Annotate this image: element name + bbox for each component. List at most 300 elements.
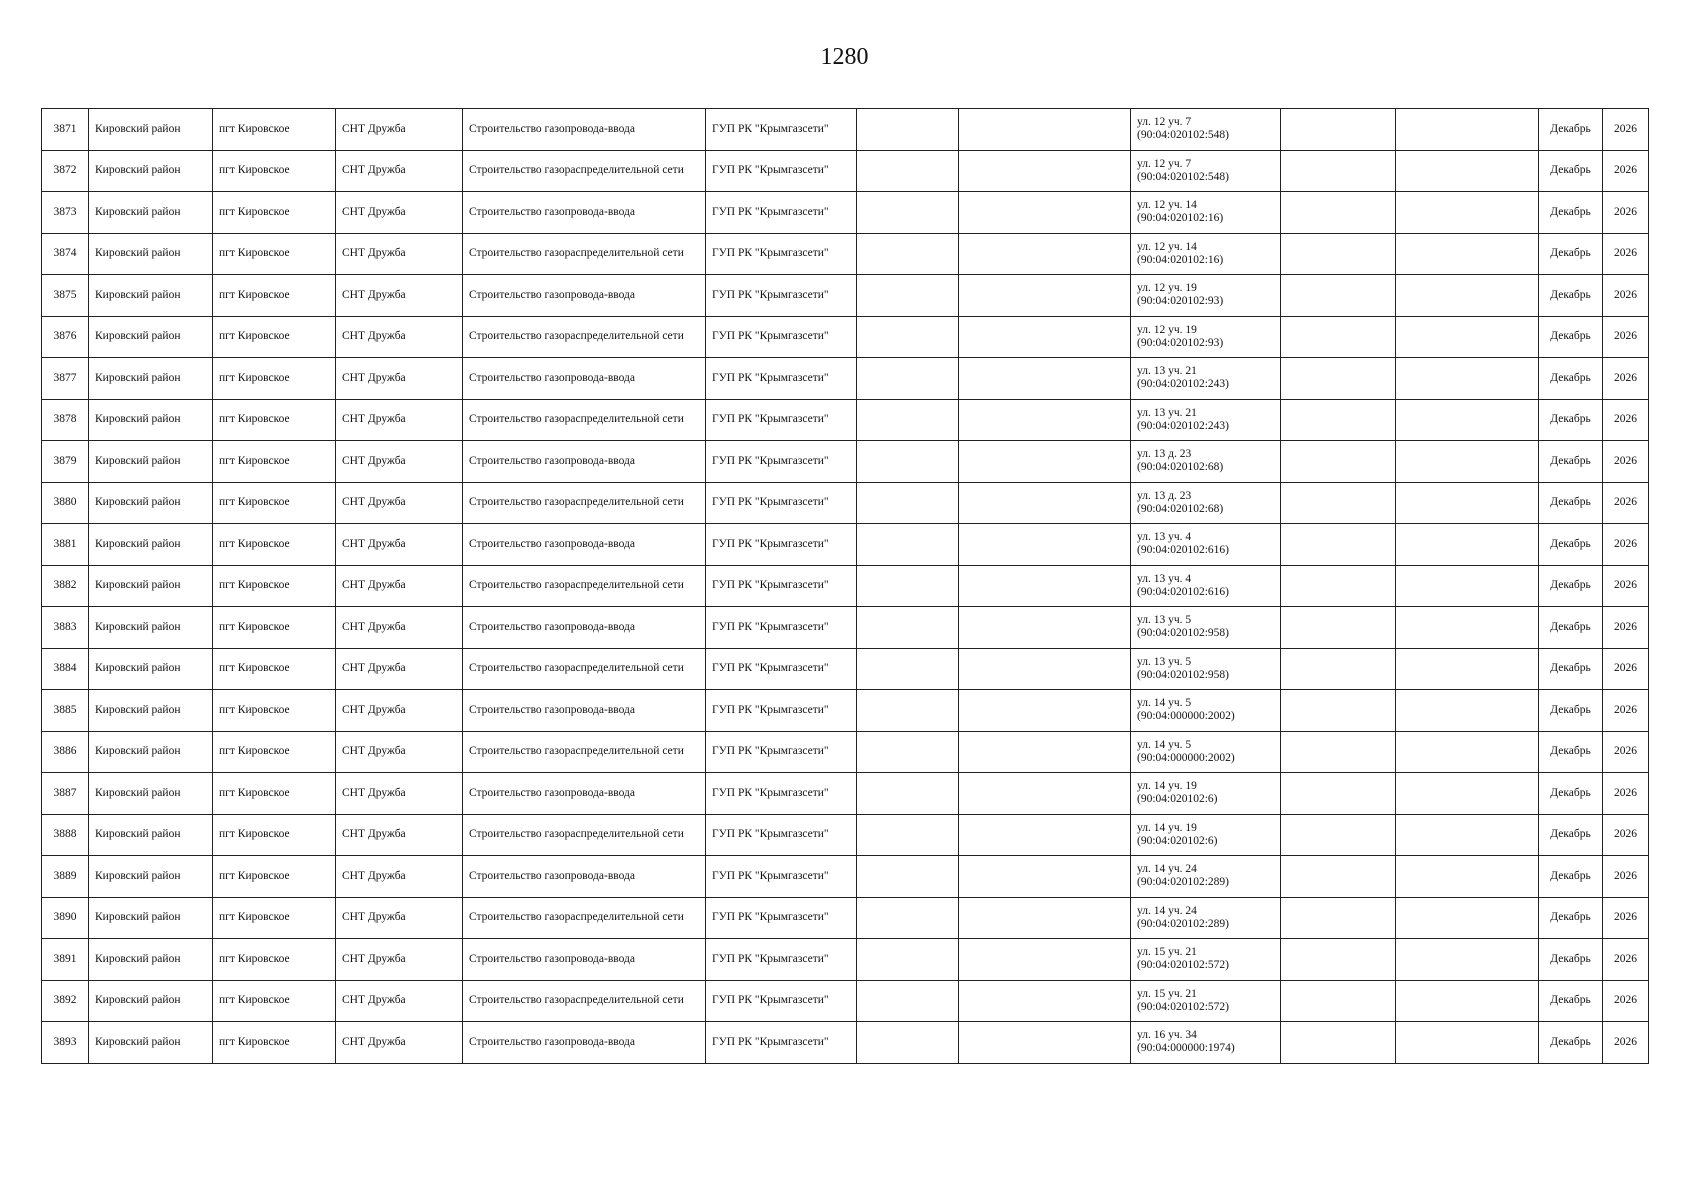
empty-cell [959, 690, 1131, 732]
empty-cell [857, 731, 959, 773]
address-cell [1131, 192, 1281, 234]
empty-cell [959, 731, 1131, 773]
row-number: 3878 [42, 399, 89, 441]
cadastral-number: (90:04:020102:243) [1137, 419, 1229, 432]
snt-cell: СНТ Дружба [336, 897, 463, 939]
empty-cell [1396, 565, 1539, 607]
settlement-cell: пгт Кировское [213, 897, 336, 939]
organization-cell: ГУП РК "Крымгазсети" [706, 524, 857, 566]
table-row [42, 441, 1649, 483]
work-type-cell: Строительство газопровода-ввода [463, 607, 706, 649]
settlement-cell: пгт Кировское [213, 233, 336, 275]
empty-cell [959, 856, 1131, 898]
cadastral-number: (90:04:020102:548) [1137, 129, 1229, 142]
organization-cell: ГУП РК "Крымгазсети" [706, 358, 857, 400]
cadastral-number: (90:04:020102:68) [1137, 461, 1224, 474]
month-cell: Декабрь [1539, 275, 1603, 317]
work-type-cell: Строительство газопровода-ввода [463, 524, 706, 566]
empty-cell [1281, 980, 1396, 1022]
address-cell [1131, 441, 1281, 483]
snt-cell: СНТ Дружба [336, 690, 463, 732]
year-cell: 2026 [1603, 690, 1649, 732]
table-row [42, 939, 1649, 981]
cadastral-number: (90:04:000000:2002) [1137, 751, 1235, 764]
organization-cell: ГУП РК "Крымгазсети" [706, 897, 857, 939]
table-row [42, 399, 1649, 441]
year-cell: 2026 [1603, 897, 1649, 939]
empty-cell [959, 150, 1131, 192]
address-cell [1131, 731, 1281, 773]
empty-cell [1396, 150, 1539, 192]
address-cell [1131, 233, 1281, 275]
district-cell: Кировский район [89, 690, 213, 732]
cadastral-number: (90:04:020102:93) [1137, 336, 1224, 349]
organization-cell: ГУП РК "Крымгазсети" [706, 565, 857, 607]
table-row [42, 690, 1649, 732]
month-cell: Декабрь [1539, 939, 1603, 981]
year-cell: 2026 [1603, 980, 1649, 1022]
empty-cell [1281, 856, 1396, 898]
row-number: 3886 [42, 731, 89, 773]
district-cell: Кировский район [89, 814, 213, 856]
empty-cell [959, 1022, 1131, 1064]
row-number: 3879 [42, 441, 89, 483]
month-cell: Декабрь [1539, 524, 1603, 566]
settlement-cell: пгт Кировское [213, 316, 336, 358]
address-street: ул. 14 уч. 5 [1137, 697, 1192, 710]
work-type-cell: Строительство газопровода-ввода [463, 773, 706, 815]
year-cell: 2026 [1603, 441, 1649, 483]
empty-cell [857, 109, 959, 151]
address-street: ул. 12 уч. 14 [1137, 199, 1197, 212]
empty-cell [1396, 524, 1539, 566]
settlement-cell: пгт Кировское [213, 109, 336, 151]
year-cell: 2026 [1603, 482, 1649, 524]
settlement-cell: пгт Кировское [213, 1022, 336, 1064]
snt-cell: СНТ Дружба [336, 773, 463, 815]
table-row [42, 109, 1649, 151]
snt-cell: СНТ Дружба [336, 1022, 463, 1064]
table-row [42, 275, 1649, 317]
address-street: ул. 14 уч. 19 [1137, 780, 1197, 793]
snt-cell: СНТ Дружба [336, 607, 463, 649]
empty-cell [857, 648, 959, 690]
empty-cell [959, 607, 1131, 649]
empty-cell [1281, 648, 1396, 690]
settlement-cell: пгт Кировское [213, 399, 336, 441]
empty-cell [857, 856, 959, 898]
empty-cell [1396, 358, 1539, 400]
work-type-cell: Строительство газораспределительной сети [463, 565, 706, 607]
empty-cell [959, 648, 1131, 690]
row-number: 3873 [42, 192, 89, 234]
cadastral-number: (90:04:020102:958) [1137, 627, 1229, 640]
organization-cell: ГУП РК "Крымгазсети" [706, 731, 857, 773]
gas-schedule-table [41, 108, 1649, 1064]
empty-cell [959, 814, 1131, 856]
address-cell [1131, 856, 1281, 898]
empty-cell [1281, 814, 1396, 856]
empty-cell [857, 233, 959, 275]
empty-cell [1396, 441, 1539, 483]
work-type-cell: Строительство газопровода-ввода [463, 109, 706, 151]
month-cell: Декабрь [1539, 482, 1603, 524]
month-cell: Декабрь [1539, 233, 1603, 275]
organization-cell: ГУП РК "Крымгазсети" [706, 939, 857, 981]
empty-cell [857, 1022, 959, 1064]
district-cell: Кировский район [89, 897, 213, 939]
empty-cell [1396, 690, 1539, 732]
address-street: ул. 13 уч. 21 [1137, 406, 1197, 419]
empty-cell [857, 441, 959, 483]
cadastral-number: (90:04:000000:2002) [1137, 710, 1235, 723]
empty-cell [959, 482, 1131, 524]
empty-cell [1281, 773, 1396, 815]
month-cell: Декабрь [1539, 109, 1603, 151]
snt-cell: СНТ Дружба [336, 316, 463, 358]
organization-cell: ГУП РК "Крымгазсети" [706, 275, 857, 317]
address-cell [1131, 399, 1281, 441]
year-cell: 2026 [1603, 233, 1649, 275]
organization-cell: ГУП РК "Крымгазсети" [706, 192, 857, 234]
empty-cell [959, 773, 1131, 815]
district-cell: Кировский район [89, 482, 213, 524]
work-type-cell: Строительство газораспределительной сети [463, 648, 706, 690]
table-row [42, 233, 1649, 275]
settlement-cell: пгт Кировское [213, 814, 336, 856]
address-cell [1131, 358, 1281, 400]
address-cell [1131, 897, 1281, 939]
month-cell: Декабрь [1539, 980, 1603, 1022]
organization-cell: ГУП РК "Крымгазсети" [706, 607, 857, 649]
empty-cell [857, 399, 959, 441]
month-cell: Декабрь [1539, 399, 1603, 441]
month-cell: Декабрь [1539, 1022, 1603, 1064]
empty-cell [1396, 731, 1539, 773]
district-cell: Кировский район [89, 192, 213, 234]
empty-cell [1281, 482, 1396, 524]
row-number: 3874 [42, 233, 89, 275]
month-cell: Декабрь [1539, 607, 1603, 649]
empty-cell [959, 939, 1131, 981]
district-cell: Кировский район [89, 524, 213, 566]
district-cell: Кировский район [89, 565, 213, 607]
empty-cell [959, 192, 1131, 234]
cadastral-number: (90:04:020102:6) [1137, 834, 1218, 847]
work-type-cell: Строительство газораспределительной сети [463, 897, 706, 939]
work-type-cell: Строительство газораспределительной сети [463, 980, 706, 1022]
settlement-cell: пгт Кировское [213, 607, 336, 649]
address-cell [1131, 814, 1281, 856]
table-row [42, 1022, 1649, 1064]
year-cell: 2026 [1603, 275, 1649, 317]
empty-cell [1281, 897, 1396, 939]
address-cell [1131, 109, 1281, 151]
empty-cell [1281, 607, 1396, 649]
row-number: 3891 [42, 939, 89, 981]
work-type-cell: Строительство газораспределительной сети [463, 399, 706, 441]
row-number: 3884 [42, 648, 89, 690]
settlement-cell: пгт Кировское [213, 648, 336, 690]
address-cell [1131, 690, 1281, 732]
snt-cell: СНТ Дружба [336, 814, 463, 856]
table-row [42, 565, 1649, 607]
cadastral-number: (90:04:020102:958) [1137, 668, 1229, 681]
empty-cell [959, 233, 1131, 275]
year-cell: 2026 [1603, 192, 1649, 234]
empty-cell [1396, 233, 1539, 275]
empty-cell [857, 524, 959, 566]
year-cell: 2026 [1603, 939, 1649, 981]
address-street: ул. 14 уч. 5 [1137, 738, 1192, 751]
settlement-cell: пгт Кировское [213, 441, 336, 483]
snt-cell: СНТ Дружба [336, 856, 463, 898]
work-type-cell: Строительство газопровода-ввода [463, 192, 706, 234]
address-street: ул. 12 уч. 19 [1137, 323, 1197, 336]
organization-cell: ГУП РК "Крымгазсети" [706, 150, 857, 192]
empty-cell [1396, 482, 1539, 524]
month-cell: Декабрь [1539, 856, 1603, 898]
settlement-cell: пгт Кировское [213, 275, 336, 317]
empty-cell [1281, 150, 1396, 192]
empty-cell [1281, 233, 1396, 275]
table-row [42, 773, 1649, 815]
work-type-cell: Строительство газораспределительной сети [463, 482, 706, 524]
month-cell: Декабрь [1539, 648, 1603, 690]
settlement-cell: пгт Кировское [213, 773, 336, 815]
address-cell [1131, 275, 1281, 317]
cadastral-number: (90:04:020102:16) [1137, 253, 1224, 266]
organization-cell: ГУП РК "Крымгазсети" [706, 690, 857, 732]
year-cell: 2026 [1603, 109, 1649, 151]
empty-cell [1396, 316, 1539, 358]
district-cell: Кировский район [89, 980, 213, 1022]
settlement-cell: пгт Кировское [213, 690, 336, 732]
row-number: 3877 [42, 358, 89, 400]
empty-cell [959, 109, 1131, 151]
address-street: ул. 12 уч. 19 [1137, 282, 1197, 295]
empty-cell [1396, 1022, 1539, 1064]
empty-cell [1281, 316, 1396, 358]
empty-cell [1396, 856, 1539, 898]
empty-cell [1281, 1022, 1396, 1064]
month-cell: Декабрь [1539, 565, 1603, 607]
year-cell: 2026 [1603, 316, 1649, 358]
district-cell: Кировский район [89, 358, 213, 400]
empty-cell [1281, 192, 1396, 234]
address-street: ул. 13 уч. 4 [1137, 531, 1192, 544]
month-cell: Декабрь [1539, 773, 1603, 815]
cadastral-number: (90:04:020102:6) [1137, 793, 1218, 806]
empty-cell [1396, 192, 1539, 234]
empty-cell [1396, 109, 1539, 151]
cadastral-number: (90:04:020102:572) [1137, 959, 1229, 972]
cadastral-number: (90:04:020102:616) [1137, 544, 1229, 557]
empty-cell [1281, 441, 1396, 483]
cadastral-number: (90:04:020102:548) [1137, 170, 1229, 183]
empty-cell [857, 275, 959, 317]
district-cell: Кировский район [89, 648, 213, 690]
district-cell: Кировский район [89, 399, 213, 441]
cadastral-number: (90:04:020102:16) [1137, 212, 1224, 225]
table-row [42, 192, 1649, 234]
empty-cell [857, 814, 959, 856]
snt-cell: СНТ Дружба [336, 482, 463, 524]
organization-cell: ГУП РК "Крымгазсети" [706, 814, 857, 856]
row-number: 3890 [42, 897, 89, 939]
work-type-cell: Строительство газораспределительной сети [463, 316, 706, 358]
snt-cell: СНТ Дружба [336, 399, 463, 441]
address-street: ул. 14 уч. 24 [1137, 863, 1197, 876]
cadastral-number: (90:04:020102:616) [1137, 585, 1229, 598]
month-cell: Декабрь [1539, 814, 1603, 856]
empty-cell [1396, 980, 1539, 1022]
year-cell: 2026 [1603, 856, 1649, 898]
empty-cell [959, 565, 1131, 607]
page-number: 1280 [820, 44, 869, 70]
month-cell: Декабрь [1539, 316, 1603, 358]
row-number: 3889 [42, 856, 89, 898]
row-number: 3875 [42, 275, 89, 317]
organization-cell: ГУП РК "Крымгазсети" [706, 233, 857, 275]
empty-cell [959, 358, 1131, 400]
address-street: ул. 12 уч. 14 [1137, 240, 1197, 253]
empty-cell [1281, 109, 1396, 151]
empty-cell [857, 316, 959, 358]
empty-cell [857, 482, 959, 524]
empty-cell [857, 607, 959, 649]
empty-cell [1396, 897, 1539, 939]
snt-cell: СНТ Дружба [336, 233, 463, 275]
empty-cell [959, 316, 1131, 358]
settlement-cell: пгт Кировское [213, 150, 336, 192]
empty-cell [1281, 524, 1396, 566]
table-row [42, 648, 1649, 690]
address-street: ул. 13 д. 23 [1137, 489, 1192, 502]
address-street: ул. 12 уч. 7 [1137, 116, 1192, 129]
address-cell [1131, 482, 1281, 524]
organization-cell: ГУП РК "Крымгазсети" [706, 856, 857, 898]
settlement-cell: пгт Кировское [213, 565, 336, 607]
organization-cell: ГУП РК "Крымгазсети" [706, 441, 857, 483]
year-cell: 2026 [1603, 565, 1649, 607]
row-number: 3892 [42, 980, 89, 1022]
table-row [42, 150, 1649, 192]
empty-cell [1396, 607, 1539, 649]
row-number: 3881 [42, 524, 89, 566]
address-street: ул. 13 уч. 5 [1137, 655, 1192, 668]
address-street: ул. 12 уч. 7 [1137, 157, 1192, 170]
work-type-cell: Строительство газопровода-ввода [463, 441, 706, 483]
snt-cell: СНТ Дружба [336, 358, 463, 400]
empty-cell [1281, 939, 1396, 981]
district-cell: Кировский район [89, 856, 213, 898]
cadastral-number: (90:04:020102:572) [1137, 1000, 1229, 1013]
empty-cell [959, 441, 1131, 483]
empty-cell [959, 524, 1131, 566]
empty-cell [1281, 275, 1396, 317]
district-cell: Кировский район [89, 731, 213, 773]
address-cell [1131, 316, 1281, 358]
empty-cell [857, 192, 959, 234]
address-cell [1131, 607, 1281, 649]
empty-cell [857, 358, 959, 400]
snt-cell: СНТ Дружба [336, 192, 463, 234]
row-number: 3876 [42, 316, 89, 358]
month-cell: Декабрь [1539, 358, 1603, 400]
address-street: ул. 13 уч. 21 [1137, 365, 1197, 378]
empty-cell [857, 939, 959, 981]
address-street: ул. 15 уч. 21 [1137, 946, 1197, 959]
year-cell: 2026 [1603, 773, 1649, 815]
empty-cell [857, 150, 959, 192]
address-street: ул. 13 уч. 5 [1137, 614, 1192, 627]
snt-cell: СНТ Дружба [336, 150, 463, 192]
row-number: 3888 [42, 814, 89, 856]
district-cell: Кировский район [89, 441, 213, 483]
address-cell [1131, 1022, 1281, 1064]
empty-cell [1396, 939, 1539, 981]
year-cell: 2026 [1603, 648, 1649, 690]
address-cell [1131, 150, 1281, 192]
organization-cell: ГУП РК "Крымгазсети" [706, 773, 857, 815]
empty-cell [857, 690, 959, 732]
cadastral-number: (90:04:020102:243) [1137, 378, 1229, 391]
row-number: 3882 [42, 565, 89, 607]
address-cell [1131, 524, 1281, 566]
address-street: ул. 16 уч. 34 [1137, 1029, 1197, 1042]
empty-cell [1281, 565, 1396, 607]
table-row [42, 731, 1649, 773]
address-street: ул. 13 д. 23 [1137, 448, 1192, 461]
empty-cell [1396, 275, 1539, 317]
address-cell [1131, 773, 1281, 815]
work-type-cell: Строительство газораспределительной сети [463, 731, 706, 773]
address-cell [1131, 980, 1281, 1022]
row-number: 3872 [42, 150, 89, 192]
snt-cell: СНТ Дружба [336, 731, 463, 773]
row-number: 3885 [42, 690, 89, 732]
empty-cell [857, 980, 959, 1022]
empty-cell [1281, 690, 1396, 732]
district-cell: Кировский район [89, 773, 213, 815]
snt-cell: СНТ Дружба [336, 109, 463, 151]
address-street: ул. 14 уч. 24 [1137, 904, 1197, 917]
empty-cell [857, 897, 959, 939]
organization-cell: ГУП РК "Крымгазсети" [706, 482, 857, 524]
empty-cell [857, 773, 959, 815]
empty-cell [959, 980, 1131, 1022]
work-type-cell: Строительство газораспределительной сети [463, 814, 706, 856]
table-row [42, 897, 1649, 939]
year-cell: 2026 [1603, 358, 1649, 400]
snt-cell: СНТ Дружба [336, 648, 463, 690]
month-cell: Декабрь [1539, 690, 1603, 732]
cadastral-number: (90:04:000000:1974) [1137, 1042, 1235, 1055]
empty-cell [1396, 399, 1539, 441]
table-row [42, 358, 1649, 400]
cadastral-number: (90:04:020102:68) [1137, 502, 1224, 515]
year-cell: 2026 [1603, 1022, 1649, 1064]
empty-cell [1396, 773, 1539, 815]
table-row [42, 856, 1649, 898]
settlement-cell: пгт Кировское [213, 482, 336, 524]
work-type-cell: Строительство газопровода-ввода [463, 939, 706, 981]
row-number: 3880 [42, 482, 89, 524]
snt-cell: СНТ Дружба [336, 939, 463, 981]
district-cell: Кировский район [89, 150, 213, 192]
empty-cell [1281, 399, 1396, 441]
